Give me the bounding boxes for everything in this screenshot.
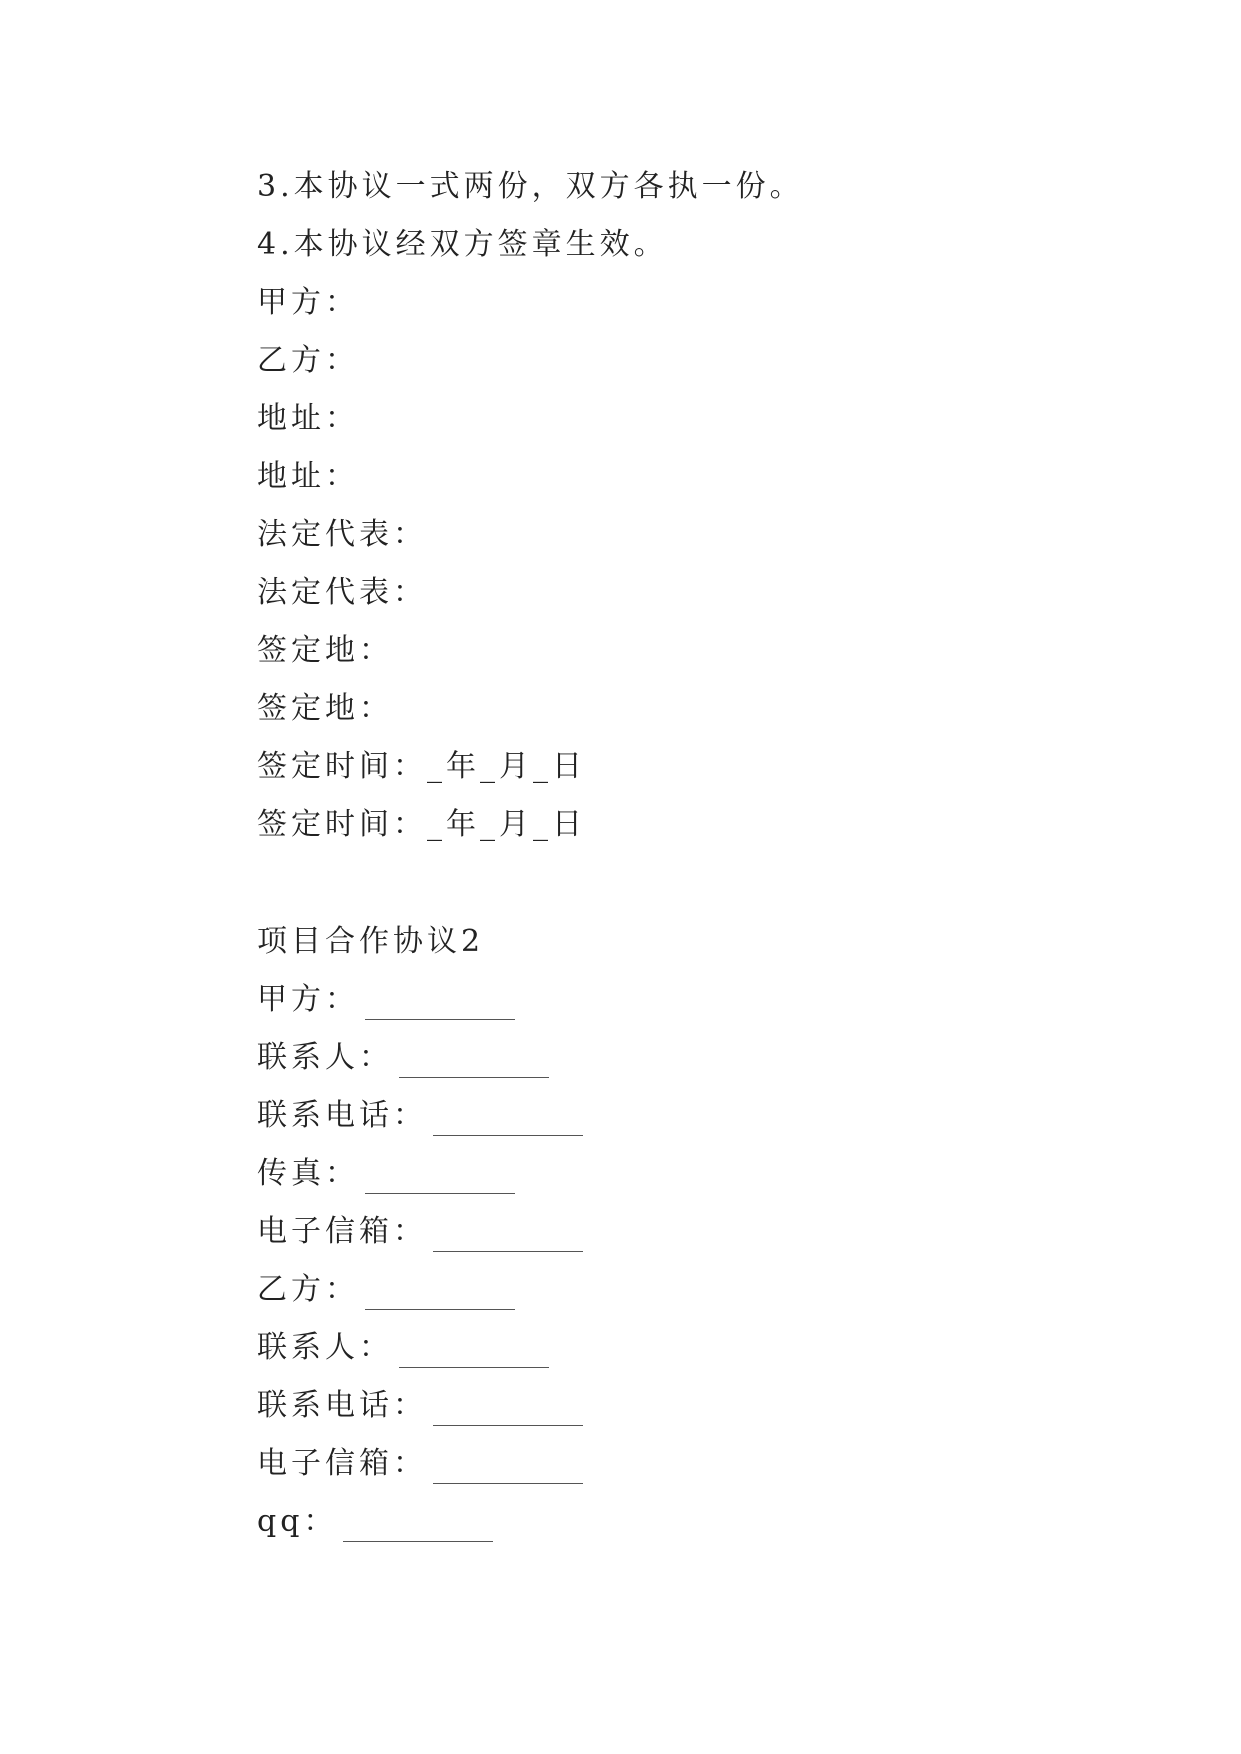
field-label: 联系人： — [257, 1330, 393, 1365]
fill-blank — [433, 1395, 583, 1426]
field-phone-b — [257, 1386, 583, 1426]
signing-date-label-a: 签定时间：_年_月_日 — [257, 749, 586, 784]
fill-blank — [433, 1453, 583, 1484]
field-qq — [257, 1502, 493, 1542]
field-phone-a — [257, 1096, 583, 1136]
address-label-b: 地址： — [257, 459, 359, 494]
legal-rep-label-a: 法定代表： — [257, 517, 427, 552]
field-label: 联系电话： — [257, 1098, 427, 1133]
field-label: 甲方： — [257, 982, 359, 1017]
field-label: 联系电话： — [257, 1388, 427, 1423]
field-label: qq： — [257, 1504, 338, 1539]
field-fax-a — [257, 1154, 515, 1194]
fill-blank — [365, 1163, 515, 1194]
fill-blank — [433, 1105, 583, 1136]
section-2-title: 项目合作协议2 — [257, 924, 485, 959]
field-party-b — [257, 1270, 515, 1310]
field-label: 传真： — [257, 1156, 359, 1191]
field-label: 电子信箱： — [257, 1446, 427, 1481]
field-email-a — [257, 1212, 583, 1252]
field-label: 联系人： — [257, 1040, 393, 1075]
party-a-label: 甲方： — [257, 285, 359, 320]
field-email-b — [257, 1444, 583, 1484]
fill-blank — [399, 1047, 549, 1078]
fill-blank — [365, 1279, 515, 1310]
field-contact-b — [257, 1328, 549, 1368]
clause-3: 3.本协议一式两份，双方各执一份。 — [257, 169, 804, 204]
clause-4: 4.本协议经双方签章生效。 — [257, 227, 668, 262]
fill-blank — [343, 1511, 493, 1542]
signing-place-label-b: 签定地： — [257, 691, 393, 726]
legal-rep-label-b: 法定代表： — [257, 575, 427, 610]
field-label: 乙方： — [257, 1272, 359, 1307]
fill-blank — [399, 1337, 549, 1368]
field-label: 电子信箱： — [257, 1214, 427, 1249]
fill-blank — [365, 989, 515, 1020]
address-label-a: 地址： — [257, 401, 359, 436]
fill-blank — [433, 1221, 583, 1252]
field-party-a — [257, 980, 515, 1020]
field-contact-a — [257, 1038, 549, 1078]
signing-date-label-b: 签定时间：_年_月_日 — [257, 807, 586, 842]
signing-place-label-a: 签定地： — [257, 633, 393, 668]
party-b-label: 乙方： — [257, 343, 359, 378]
